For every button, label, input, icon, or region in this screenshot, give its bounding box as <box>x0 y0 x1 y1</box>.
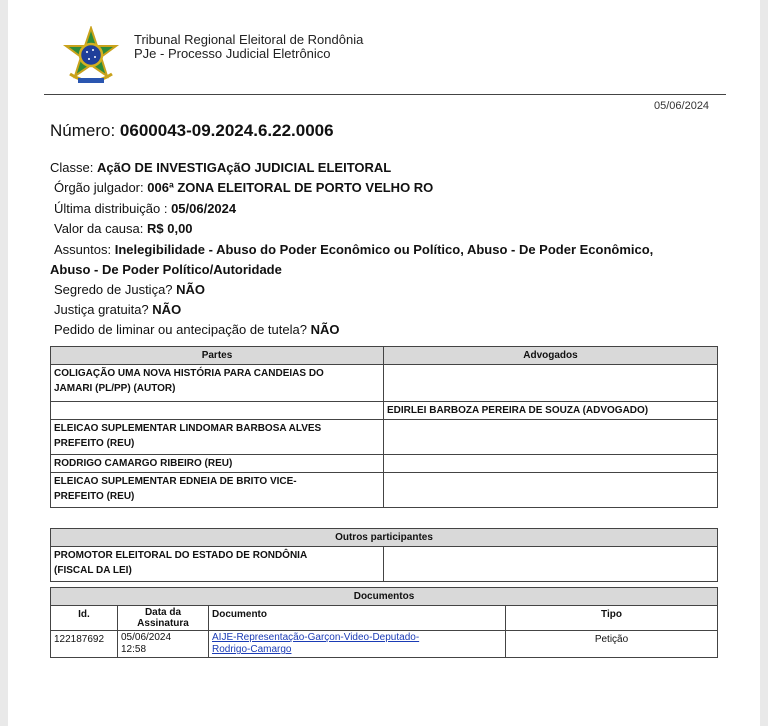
doc-link-cell[interactable] <box>209 631 506 658</box>
gratuita-label: Justiça gratuita? <box>54 302 149 317</box>
liminar-label: Pedido de liminar ou antecipação de tutela? <box>54 322 307 337</box>
col-data-header-line1: Data da <box>144 607 182 618</box>
field-segredo <box>54 282 205 297</box>
process-number-label: Número: <box>50 121 116 140</box>
parte-name-cont: JAMARI (PL/PP) (AUTOR) <box>54 383 176 394</box>
header-divider <box>44 94 726 95</box>
parte-name: ELEICAO SUPLEMENTAR EDNEIA DE BRITO VICE- <box>54 476 297 487</box>
parte-cell <box>51 365 384 402</box>
doc-date-value: 05/06/2024 <box>121 632 172 643</box>
segredo-label: Segredo de Justiça? <box>54 282 173 297</box>
assuntos-label: Assuntos: <box>54 242 112 257</box>
orgao-label: Órgão julgador: <box>54 180 144 195</box>
table-row <box>51 547 718 582</box>
participante-cell <box>51 547 384 582</box>
parte-name-cont: PREFEITO (REU) <box>54 491 135 502</box>
field-classe <box>50 160 391 175</box>
court-name: Tribunal Regional Eleitoral de Rondônia <box>134 32 364 47</box>
field-assuntos-cont <box>50 262 282 277</box>
table-row <box>51 455 718 473</box>
liminar-value: NÃO <box>310 322 340 337</box>
assuntos-value-line2: Abuso - De Poder Político/Autoridade <box>50 262 282 277</box>
participante-name-cont: (FISCAL DA LEI) <box>54 565 132 576</box>
doc-id: 122187692 <box>51 631 118 658</box>
col-data-header-line2: Assinatura <box>137 618 189 629</box>
advogado-cell: EDIRLEI BARBOZA PEREIRA DE SOUZA (ADVOGADO) <box>384 402 718 420</box>
table-row <box>51 420 718 455</box>
doc-link[interactable]: AIJE-Representação-Garçon-Video-Deputado- <box>212 632 420 643</box>
parte-name: COLIGAÇÃO UMA NOVA HISTÓRIA PARA CANDEIAS DO <box>54 368 324 379</box>
doc-link-cont[interactable]: Rodrigo-Camargo <box>212 644 292 655</box>
assuntos-value-line1: Inelegibilidade - Abuso do Poder Econômico ou Político, Abuso - De Poder Econômico, <box>114 242 654 257</box>
field-liminar <box>54 322 339 337</box>
advogados-header: Advogados <box>384 347 718 365</box>
system-name: PJe - Processo Judicial Eletrônico <box>134 46 331 61</box>
documentos-header: Documentos <box>51 588 718 606</box>
field-assuntos <box>54 242 653 257</box>
gratuita-value: NÃO <box>152 302 182 317</box>
table-row <box>51 473 718 508</box>
segredo-value: NÃO <box>176 282 206 297</box>
valor-value: R$ 0,00 <box>147 221 193 236</box>
col-id-header: Id. <box>51 606 118 631</box>
doc-tipo: Petição <box>506 631 718 658</box>
doc-date <box>118 631 209 658</box>
table-row <box>51 631 718 658</box>
participante-name: PROMOTOR ELEITORAL DO ESTADO DE RONDÔNIA <box>54 550 308 561</box>
documentos-table <box>50 587 718 658</box>
parte-cell <box>51 473 384 508</box>
field-valor <box>54 221 193 236</box>
table-row <box>51 365 718 402</box>
process-number <box>50 121 334 141</box>
classe-value: AçãO DE INVESTIGAçãO JUDICIAL ELEITORAL <box>96 160 392 175</box>
partes-table <box>50 346 718 508</box>
doc-time-value: 12:58 <box>121 644 147 655</box>
outros-participantes-table <box>50 528 718 582</box>
table-row <box>51 402 718 420</box>
documentos-columns <box>51 606 718 631</box>
parte-cell <box>51 420 384 455</box>
parte-name-cont: PREFEITO (REU) <box>54 438 135 449</box>
field-distribuicao <box>54 201 236 216</box>
parte-name: ELEICAO SUPLEMENTAR LINDOMAR BARBOSA ALVES <box>54 423 322 434</box>
col-documento-header: Documento <box>209 606 506 631</box>
orgao-value: 006ª ZONA ELEITORAL DE PORTO VELHO RO <box>147 180 434 195</box>
advogado-cell <box>384 420 718 455</box>
print-date: 05/06/2024 <box>654 100 710 112</box>
classe-label: Classe: <box>50 160 94 175</box>
distribuicao-label: Última distribuição : <box>54 201 168 216</box>
process-number-value: 0600043-09.2024.6.22.0006 <box>119 121 334 140</box>
col-tipo-header: Tipo <box>506 606 718 631</box>
valor-label: Valor da causa: <box>54 221 144 236</box>
field-gratuita <box>54 302 181 317</box>
advogado-cell <box>384 455 718 473</box>
col-data-header <box>118 606 209 631</box>
outros-participantes-header: Outros participantes <box>51 529 718 547</box>
parte-cell: RODRIGO CAMARGO RIBEIRO (REU) <box>51 455 384 473</box>
parte-cell <box>51 402 384 420</box>
distribuicao-value: 05/06/2024 <box>171 201 237 216</box>
participante-advogado-cell <box>384 547 718 582</box>
partes-header: Partes <box>51 347 384 365</box>
brazil-coat-of-arms-logo <box>60 26 122 88</box>
field-orgao <box>54 180 433 195</box>
advogado-cell <box>384 365 718 402</box>
advogado-cell <box>384 473 718 508</box>
